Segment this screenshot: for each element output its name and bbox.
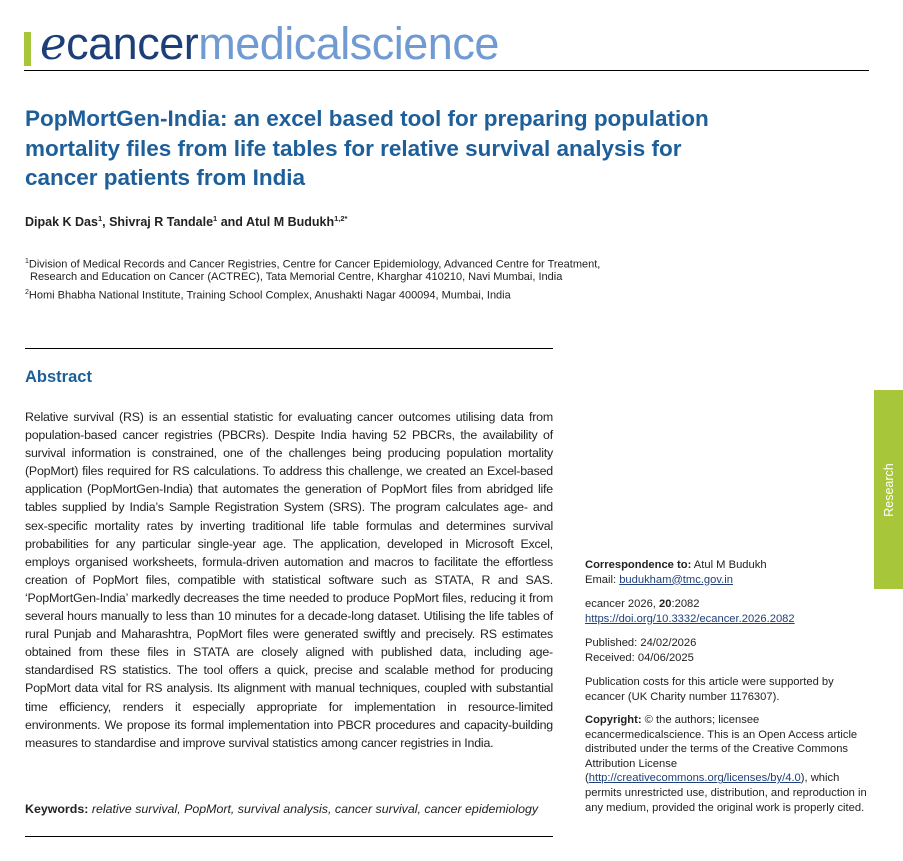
dates-block (585, 636, 875, 665)
author-name: Atul M Budukh (245, 215, 335, 230)
journal-abbrev: ecancer (585, 598, 625, 610)
author-separator: and (217, 215, 246, 230)
affiliation-text: Division of Medical Records and Cancer Registries, Centre for Cancer Epidemiology, Advanced Centre for Treatment, (28, 258, 601, 271)
citation-block (585, 597, 875, 626)
correspondence-name: Atul M Budukh (693, 559, 767, 571)
abstract-heading: Abstract (25, 368, 92, 386)
email-link[interactable]: budukham@tmc.gov.in (619, 573, 733, 586)
article-title: PopMortGen-India: an excel based tool for preparing population mortality files from life tables for relative survival analysis for cancer patients from India (25, 106, 709, 190)
abstract-body: Relative survival (RS) is an essential statistic for evaluating cancer outcomes utilising data from population-based cancer registries (PBCRs). Despite India having 52 PBCRs, the availability of survival information is constrained, one of the challenges being producing population mortality (PopMort) files required for RS calculations. To address this challenge, we created an Excel-based application (PopMortGen-India) that automates the generation of PopMort files from abridged life tables supplied by India’s Sample Registration System (SRS). The program calculates age- and sex-specific mortality rates by inverting traditional life table formulas and determines survival probabilities for any particular single-year age. The application, developed in Microsoft Excel, employs organised worksheets, formula-driven automation and macros to facilitate the effortless creation of PopMort files, compatible with statistical software such as STATA, R and SAS. ‘PopMortGen-India’ markedly decreases the time needed to produce PopMort files, reducing it from several hours manually to less than 10 minutes for a decade-long dataset. Utilising the life tables of rural Punjab and Maharashtra, PopMort files were generated swiftly and precisely. RS estimates obtained from these files in STATA are closely aligned with published data, including age-standardised RS statistics. The tool offers a quick, precise and scalable method for producing PopMort data vital for RS analysis. Its alignment with manual techniques, coupled with substantial time efficiency, renders it especially appropriate for implementation in resource-limited environments. We propose its formal implementation into PBCR procedures and capacity-building measures to standardise and improve survival statistics among cancer registries in India. (25, 410, 553, 750)
keywords-values: relative survival, PopMort, survival analysis, cancer survival, cancer epidemiology (91, 802, 539, 816)
section-tab-label: Research (881, 462, 896, 517)
license-link[interactable]: http://creativecommons.org/licenses/by/4.0 (588, 772, 801, 785)
copyright-block (585, 713, 870, 815)
logo-e: e (40, 17, 67, 70)
author-separator: , (102, 215, 110, 230)
affiliation-2 (25, 285, 511, 304)
keywords-label: Keywords: (25, 802, 89, 816)
logo-cancer: cancer (66, 18, 199, 69)
affiliation-1-continued: Research and Education on Cancer (ACTREC), Tata Memorial Centre, Kharghar 410210, Navi Mumbai, India (30, 271, 563, 283)
logo-accent-bar (24, 32, 31, 66)
publication-costs: Publication costs for this article were supported by ecancer (UK Charity number 1176307). (585, 676, 834, 703)
author-list (25, 214, 347, 229)
copyright-text: © the authors; licensee ecancermedicalscience. This is an Open Access article distributed under the terms of the Creative Commons Attribution License ( (585, 714, 858, 785)
abstract-top-rule (25, 348, 553, 349)
author-affiliation-marker: 1 (97, 214, 103, 223)
logo-medicalscience: medicalscience (198, 18, 499, 69)
received-date: Received: 04/06/2025 (585, 651, 694, 664)
section-tab (874, 390, 903, 589)
copyright-label: Copyright: (585, 714, 642, 726)
citation-volume: 20 (659, 598, 672, 610)
citation-article: :2082 (671, 598, 700, 610)
journal-masthead (24, 18, 869, 70)
email-label: Email: (585, 573, 617, 586)
author-affiliation-marker: 1,2* (334, 214, 348, 223)
author-name: Shivraj R Tandale (109, 215, 214, 230)
keywords (25, 802, 565, 816)
author-name: Dipak K Das (25, 215, 98, 230)
copyright-text-cont: ), which permits unrestricted use, distribution, and reproduction in any medium, provided the original work is properly cited. (585, 772, 867, 814)
published-date: Published: 24/02/2026 (585, 637, 697, 649)
affiliation-marker: 1 (25, 258, 29, 265)
abstract-bottom-rule (25, 836, 553, 837)
doi-link[interactable]: https://doi.org/10.3332/ecancer.2026.2082 (585, 612, 795, 625)
affiliation-marker: 2 (25, 289, 29, 296)
author-affiliation-marker: 1 (213, 214, 218, 223)
affiliation-text: Homi Bhabha National Institute, Training School Complex, Anushakti Nagar 400094, Mumbai, India (28, 289, 511, 302)
correspondence-label: Correspondence to: (585, 559, 692, 571)
correspondence-block (585, 558, 875, 587)
journal-logo[interactable] (40, 16, 499, 72)
citation-year: 2026, (627, 598, 660, 610)
masthead-divider (24, 70, 869, 71)
